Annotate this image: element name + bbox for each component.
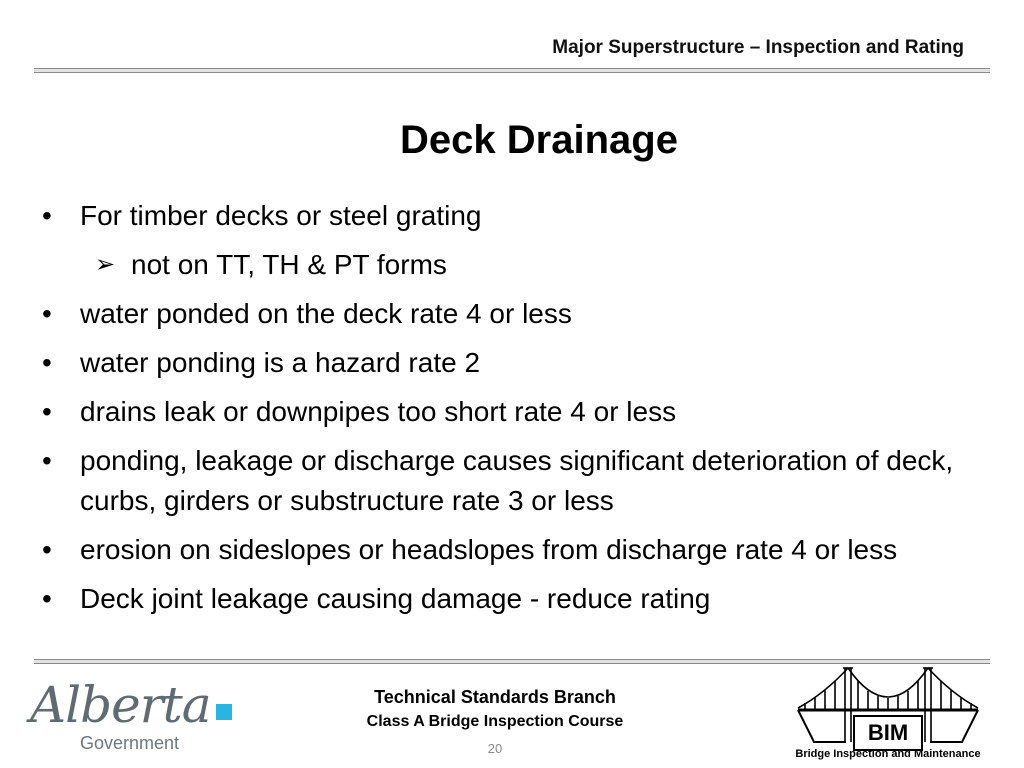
- bullet-marker: •: [42, 445, 52, 476]
- list-item-text: water ponded on the deck rate 4 or less: [80, 298, 572, 329]
- list-item-text: Deck joint leakage causing damage - reduce rating: [80, 583, 711, 614]
- page-number: 20: [487, 741, 503, 756]
- bullet-marker: •: [42, 298, 52, 329]
- arrow-bullet-icon: ➢: [95, 251, 116, 278]
- list-item-text: drains leak or downpipes too short rate 4 or less: [80, 396, 677, 427]
- list-item: [40, 245, 990, 285]
- header-divider: [34, 68, 990, 73]
- footer-course: Class A Bridge Inspection Course: [366, 713, 624, 730]
- list-item-text: ponding, leakage or discharge causes significant deterioration of deck, curbs, girders or substructure rate 3 or less: [80, 445, 954, 516]
- list-item: [40, 392, 990, 432]
- logo-accent-square-icon: [216, 704, 232, 720]
- list-item-text: erosion on sideslopes or headslopes from discharge rate 4 or less: [80, 534, 898, 565]
- slide-title: Deck Drainage: [400, 118, 678, 162]
- list-item: [40, 530, 990, 570]
- list-item: [40, 441, 990, 521]
- bullet-marker: •: [42, 347, 52, 378]
- list-item: [40, 294, 990, 334]
- list-item-text: water ponding is a hazard rate 2: [80, 347, 481, 378]
- bullet-list: [40, 196, 990, 628]
- bullet-marker: •: [42, 396, 52, 427]
- government-label: Government: [80, 733, 180, 753]
- list-item-text: not on TT, TH & PT forms: [131, 249, 447, 280]
- bullet-marker: •: [42, 583, 52, 614]
- list-item: [40, 196, 990, 236]
- alberta-government-logo: [28, 670, 238, 760]
- bim-acronym: BIM: [867, 720, 909, 745]
- list-item: [40, 579, 990, 619]
- bim-caption: Bridge Inspection and Maintenance: [795, 748, 981, 760]
- list-item-text: For timber decks or steel grating: [80, 200, 482, 231]
- bullet-marker: •: [42, 200, 52, 231]
- footer-branch: Technical Standards Branch: [374, 687, 616, 707]
- bullet-marker: •: [42, 534, 52, 565]
- list-item: [40, 343, 990, 383]
- footer-info: [300, 684, 690, 764]
- alberta-wordmark: Alberta: [30, 676, 211, 734]
- header-title: Major Superstructure – Inspection and Rating: [552, 37, 964, 58]
- bim-logo: [790, 664, 986, 766]
